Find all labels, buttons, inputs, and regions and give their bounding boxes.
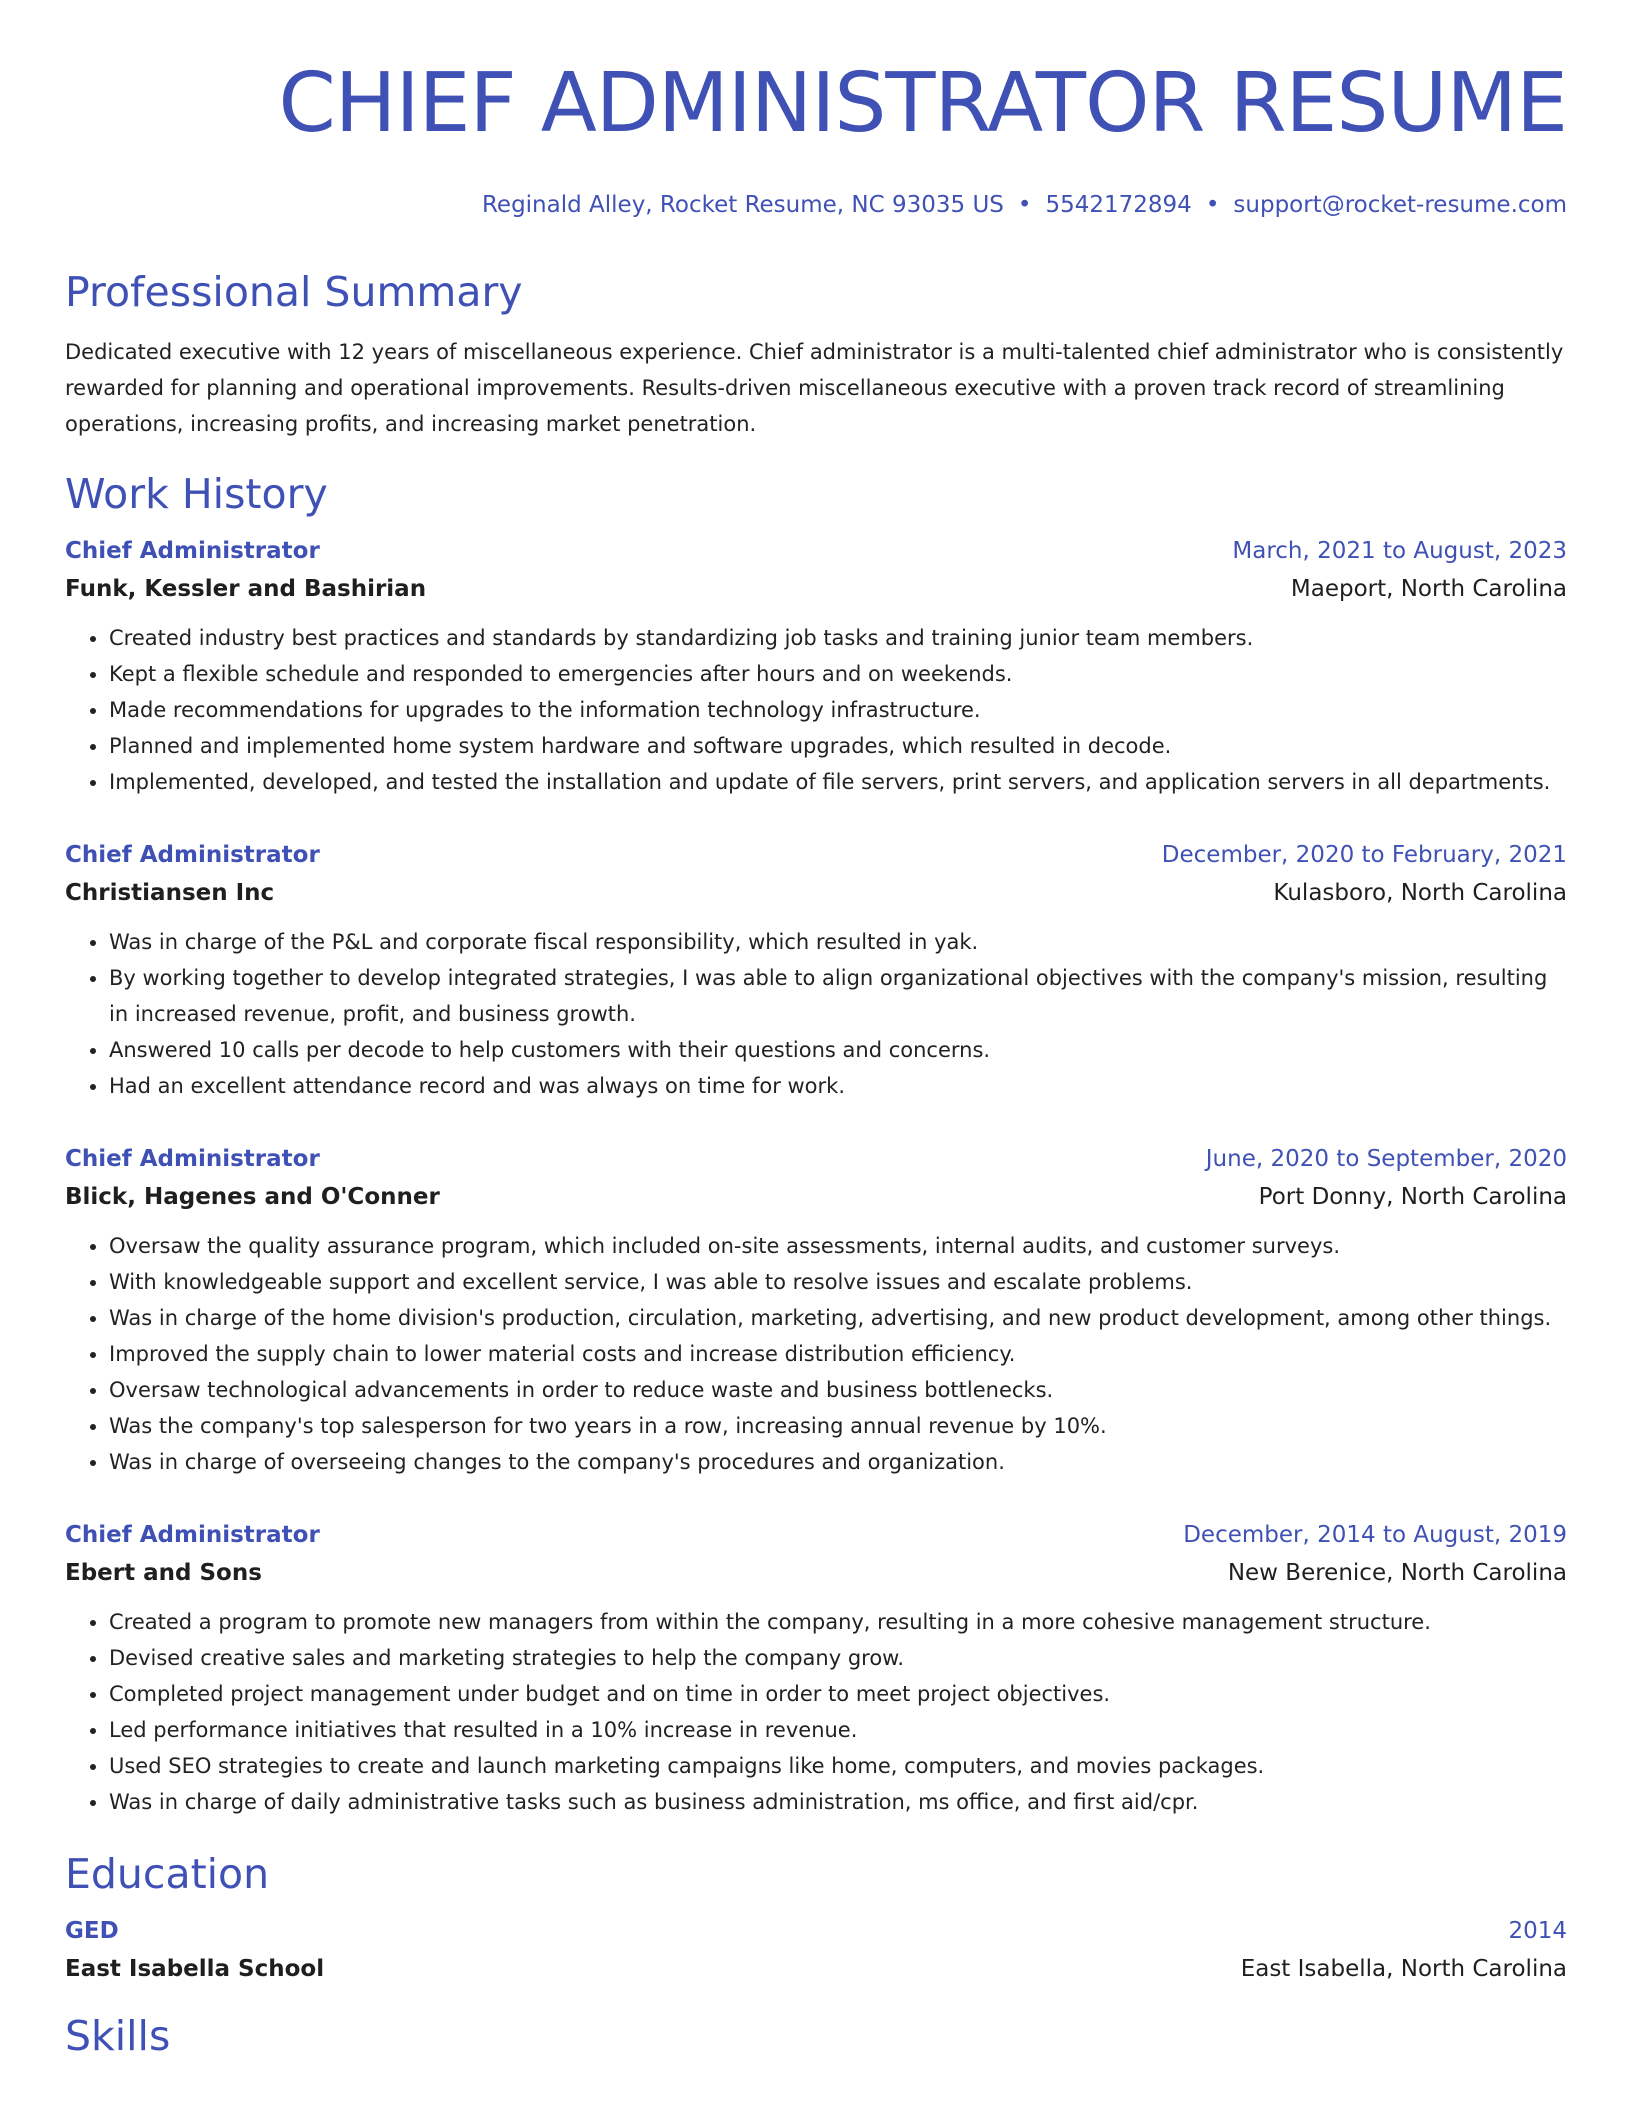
job-bullet-list	[65, 620, 1567, 800]
skills-heading: Skills	[65, 2012, 171, 2060]
job-company: Funk, Kessler and Bashirian	[65, 576, 427, 602]
job-entry	[65, 1516, 1567, 1820]
job-dates: December, 2020 to February, 2021	[1161, 842, 1567, 868]
contact-phone: 5542172894	[1045, 192, 1192, 218]
education-heading: Education	[65, 1850, 270, 1898]
contact-address: Reginald Alley, Rocket Resume, NC 93035 US	[481, 192, 1004, 218]
contact-separator: •	[1017, 192, 1032, 218]
education-degree: GED	[65, 1918, 119, 1944]
job-bullet: • Oversaw technological advancements in order to reduce waste and business bottlenecks.	[109, 1372, 1567, 1408]
job-bullet: • Completed project management under budget and on time in order to meet project objectives.	[109, 1676, 1567, 1712]
job-bullet: • Was in charge of overseeing changes to the company's procedures and organization.	[109, 1444, 1567, 1480]
job-header-row	[65, 532, 1567, 570]
job-role: Chief Administrator	[65, 538, 320, 564]
education-year: 2014	[1508, 1918, 1567, 1944]
job-header-row	[65, 1140, 1567, 1178]
job-company-row	[65, 874, 1567, 912]
summary-heading: Professional Summary	[65, 268, 523, 316]
job-bullet: • Used SEO strategies to create and launch marketing campaigns like home, computers, and movies packages.	[109, 1748, 1567, 1784]
job-bullet-list	[65, 1604, 1567, 1820]
summary-text: Dedicated executive with 12 years of miscellaneous experience. Chief administrator is a multi-talented chief administrator who is consistently rewarded for planning and operational improvements. Results-driven miscellaneous executive with a proven track record of streamlining operations, increasing profits, and increasing market penetration.	[65, 340, 1564, 436]
job-bullet: • Planned and implemented home system hardware and software upgrades, which resulted in decode.	[109, 728, 1567, 764]
work-history-list	[65, 532, 1567, 1820]
job-location: Kulasboro, North Carolina	[1273, 880, 1567, 906]
job-bullet-list	[65, 1228, 1567, 1480]
job-location: New Berenice, North Carolina	[1227, 1560, 1567, 1586]
job-company-row	[65, 1554, 1567, 1592]
education-row	[65, 1950, 1567, 1988]
contact-separator: •	[1205, 192, 1220, 218]
job-bullet: • Implemented, developed, and tested the installation and update of file servers, print servers, and application servers in all departments.	[109, 764, 1567, 800]
job-bullet: • Kept a flexible schedule and responded to emergencies after hours and on weekends.	[109, 656, 1567, 692]
education-row	[65, 1912, 1567, 1950]
job-entry	[65, 532, 1567, 800]
job-bullet: • Was in charge of the P&L and corporate fiscal responsibility, which resulted in yak.	[109, 924, 1567, 960]
education-entry	[65, 1912, 1567, 1988]
job-bullet: • Oversaw the quality assurance program, which included on-site assessments, internal audits, and customer surveys.	[109, 1228, 1567, 1264]
education-location: East Isabella, North Carolina	[1240, 1956, 1567, 1982]
job-location: Maeport, North Carolina	[1290, 576, 1567, 602]
job-header-row	[65, 836, 1567, 874]
job-company-row	[65, 1178, 1567, 1216]
job-bullet: • Improved the supply chain to lower material costs and increase distribution efficiency.	[109, 1336, 1567, 1372]
job-company: Ebert and Sons	[65, 1560, 262, 1586]
job-entry	[65, 1140, 1567, 1480]
contact-email: support@rocket-resume.com	[1233, 192, 1567, 218]
job-dates: December, 2014 to August, 2019	[1183, 1522, 1567, 1548]
work-history-heading: Work History	[65, 470, 328, 518]
job-company: Christiansen Inc	[65, 880, 275, 906]
job-bullet: • By working together to develop integrated strategies, I was able to align organizational objectives with the company's mission, resulting in increased revenue, profit, and business growth.	[109, 960, 1567, 1032]
job-bullet: • Was in charge of daily administrative tasks such as business administration, ms office, and first aid/cpr.	[109, 1784, 1567, 1820]
job-header-row	[65, 1516, 1567, 1554]
contact-line	[65, 190, 1567, 220]
job-dates: March, 2021 to August, 2023	[1232, 538, 1567, 564]
job-bullet: • Answered 10 calls per decode to help customers with their questions and concerns.	[109, 1032, 1567, 1068]
job-bullet: • Led performance initiatives that resulted in a 10% increase in revenue.	[109, 1712, 1567, 1748]
job-bullet: • Was the company's top salesperson for two years in a row, increasing annual revenue by 10%.	[109, 1408, 1567, 1444]
job-dates: June, 2020 to September, 2020	[1205, 1146, 1567, 1172]
resume-title: CHIEF ADMINISTRATOR RESUME	[278, 56, 1567, 151]
job-bullet: • Had an excellent attendance record and was always on time for work.	[109, 1068, 1567, 1104]
job-role: Chief Administrator	[65, 1146, 320, 1172]
education-school: East Isabella School	[65, 1956, 325, 1982]
job-company: Blick, Hagenes and O'Conner	[65, 1184, 440, 1210]
job-role: Chief Administrator	[65, 842, 320, 868]
job-entry	[65, 836, 1567, 1104]
job-bullet: • Was in charge of the home division's production, circulation, marketing, advertising, and new product development, among other things.	[109, 1300, 1567, 1336]
job-role: Chief Administrator	[65, 1522, 320, 1548]
job-location: Port Donny, North Carolina	[1258, 1184, 1567, 1210]
job-bullet: • Devised creative sales and marketing strategies to help the company grow.	[109, 1640, 1567, 1676]
job-bullet: • With knowledgeable support and excellent service, I was able to resolve issues and escalate problems.	[109, 1264, 1567, 1300]
job-bullet: • Created a program to promote new managers from within the company, resulting in a more cohesive management structure.	[109, 1604, 1567, 1640]
job-company-row	[65, 570, 1567, 608]
job-bullet-list	[65, 924, 1567, 1104]
job-bullet: • Made recommendations for upgrades to the information technology infrastructure.	[109, 692, 1567, 728]
job-bullet: • Created industry best practices and standards by standardizing job tasks and training junior team members.	[109, 620, 1567, 656]
